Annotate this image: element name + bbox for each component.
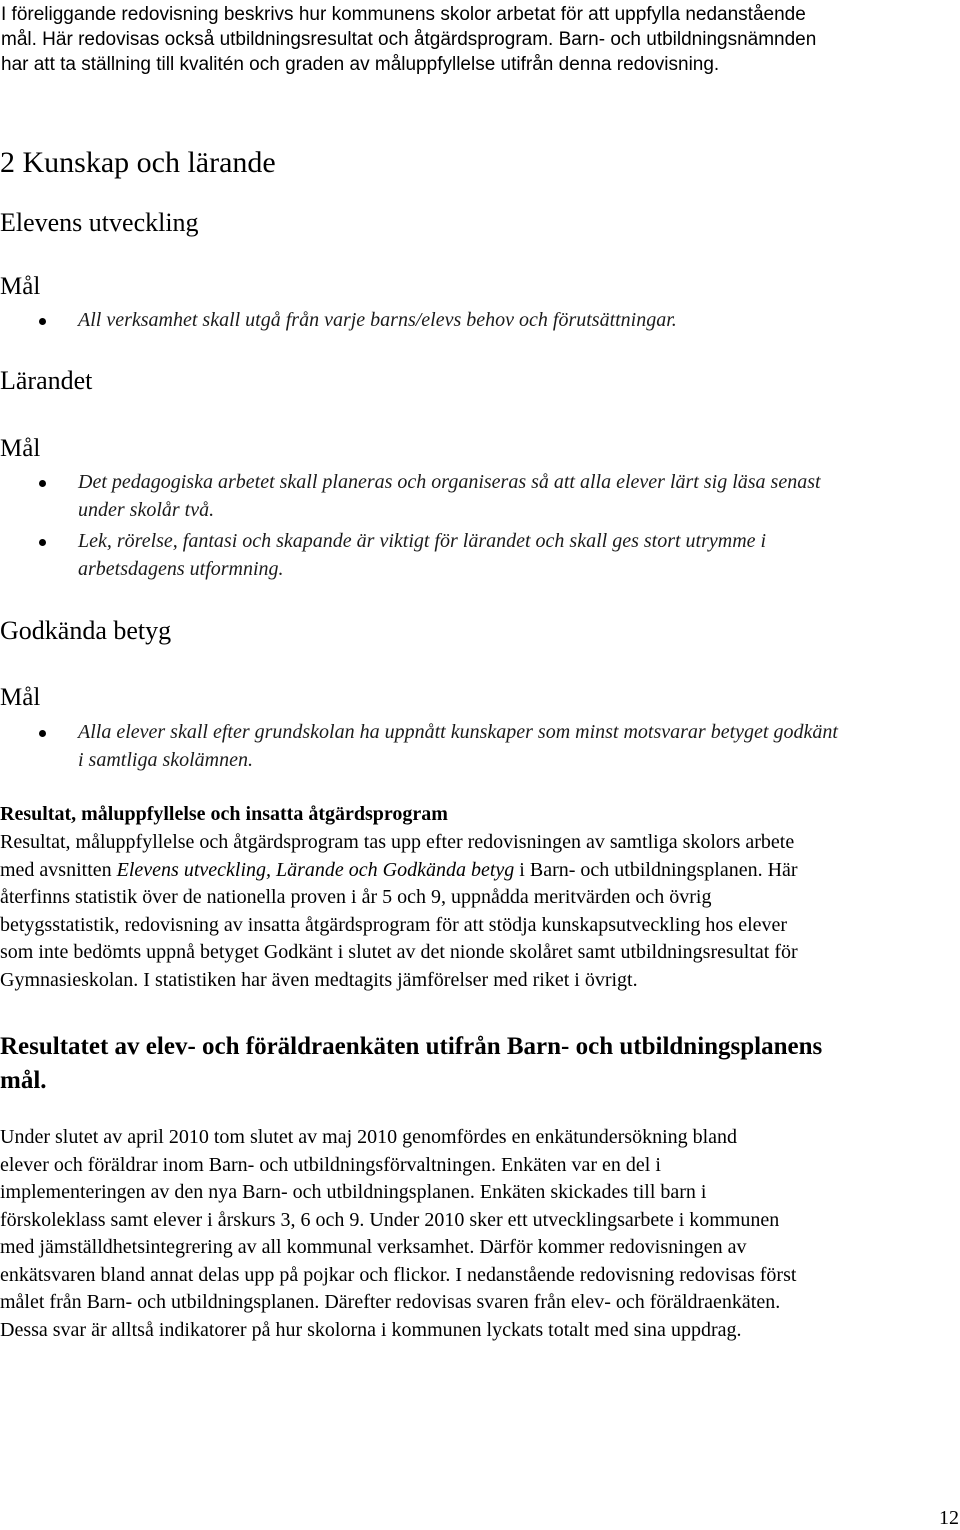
enkat-line: förskoleklass samt elever i årskurs 3, 6 och 9. Under 2010 sker ett utvecklingsarbete i kommunen xyxy=(0,1208,780,1231)
enkat-heading-line2: mål. xyxy=(0,1067,47,1094)
bullet-dot-icon xyxy=(39,539,46,546)
resultat-line: återfinns statistik över de nationella proven i år 5 och 9, uppnådda meritvärden och övrig xyxy=(0,886,712,908)
resultat-line2-post: i Barn- och utbildningsplanen. Här xyxy=(514,858,798,881)
resultat-line: som inte bedömts uppnå betyget Godkänt i slutet av det nionde skolåret samt utbildningsresultat för xyxy=(0,941,798,963)
elevens-utveckling-heading: Elevens utveckling xyxy=(0,208,199,237)
resultat-line2-italic: Elevens utveckling, Lärande och Godkända betyg xyxy=(116,858,515,881)
intro-line: mål. Här redovisas också utbildningsresultat och åtgärdsprogram. Barn- och utbildningsnämnden xyxy=(1,29,817,50)
bullet-text-line2: arbetsdagens utformning. xyxy=(78,558,284,580)
section-title: 2 Kunskap och lärande xyxy=(0,146,276,179)
enkat-line: Under slutet av april 2010 tom slutet av maj 2010 genomfördes en enkätundersökning bland xyxy=(0,1126,738,1148)
godkanda-betyg-heading: Godkända betyg xyxy=(0,616,172,645)
intro-line: har att ta ställning till kvalitén och graden av måluppfyllelse utifrån denna redovisning. xyxy=(1,54,720,75)
intro-paragraph xyxy=(1,2,816,77)
bullet-dot-icon xyxy=(39,730,46,737)
bullet-text-line1: Det pedagogiska arbetet skall planeras och organiseras så att alla elever lärt sig läsa senast xyxy=(78,471,821,493)
godkanda-mal-label: Mål xyxy=(0,684,41,711)
enkat-line: elever och föräldrar inom Barn- och utbildningsförvaltningen. Enkäten var en del i xyxy=(0,1153,661,1176)
bullet-text: All verksamhet skall utgå från varje barns/elevs behov och förutsättningar. xyxy=(78,309,677,331)
elevens-mal-label: Mål xyxy=(0,273,41,300)
page-number: 12 xyxy=(939,1507,959,1529)
resultat-paragraph xyxy=(0,829,798,994)
bullet-text-line2: under skolår två. xyxy=(78,499,215,521)
larandet-mal-label: Mål xyxy=(0,435,41,462)
resultat-heading: Resultat, måluppfyllelse och insatta åtgärdsprogram xyxy=(0,803,448,825)
enkat-line: implementeringen av den nya Barn- och utbildningsplanen. Enkäten skickades till barn i xyxy=(0,1181,707,1203)
enkat-heading xyxy=(0,1030,822,1098)
larandet-heading: Lärandet xyxy=(0,366,93,395)
enkat-line: med jämställdhetsintegrering av all kommunal verksamhet. Därför kommer redovisningen av xyxy=(0,1236,747,1258)
resultat-line2-pre: med avsnitten xyxy=(0,858,117,881)
bullet-text-line1: Lek, rörelse, fantasi och skapande är viktigt för lärandet och skall ges stort utrymme i xyxy=(78,530,767,552)
enkat-heading-line1: Resultatet av elev- och föräldraenkäten utifrån Barn- och utbildningsplanens xyxy=(0,1033,823,1060)
bullet-text-line2: i samtliga skolämnen. xyxy=(78,749,253,771)
enkat-line: enkätsvaren bland annat delas upp på pojkar och flickor. I nedanstående redovisning redovisas först xyxy=(0,1263,797,1286)
enkat-line: målet från Barn- och utbildningsplanen. Därefter redovisas svaren från elev- och föräldraenkäten. xyxy=(0,1291,781,1313)
enkat-paragraph xyxy=(0,1124,796,1344)
bullet-text-line1: Alla elever skall efter grundskolan ha uppnått kunskaper som minst motsvarar betyget godkänt xyxy=(78,721,838,743)
resultat-line: Gymnasieskolan. I statistiken har även medtagits jämförelser med riket i övrigt. xyxy=(0,968,638,991)
resultat-line: Resultat, måluppfyllelse och åtgärdsprogram tas upp efter redovisningen av samtliga skolors arbete xyxy=(0,831,795,853)
enkat-line: Dessa svar är alltså indikatorer på hur skolorna i kommunen lyckats totalt med sina uppdrag. xyxy=(0,1318,742,1341)
intro-line: I föreliggande redovisning beskrivs hur kommunens skolor arbetat för att uppfylla nedanstående xyxy=(1,4,806,25)
resultat-line: betygsstatistik, redovisning av insatta åtgärdsprogram för att stödja kunskapsutveckling hos elever xyxy=(0,913,788,936)
bullet-dot-icon xyxy=(39,480,46,487)
resultat-line xyxy=(0,857,798,885)
bullet-dot-icon xyxy=(39,318,46,325)
